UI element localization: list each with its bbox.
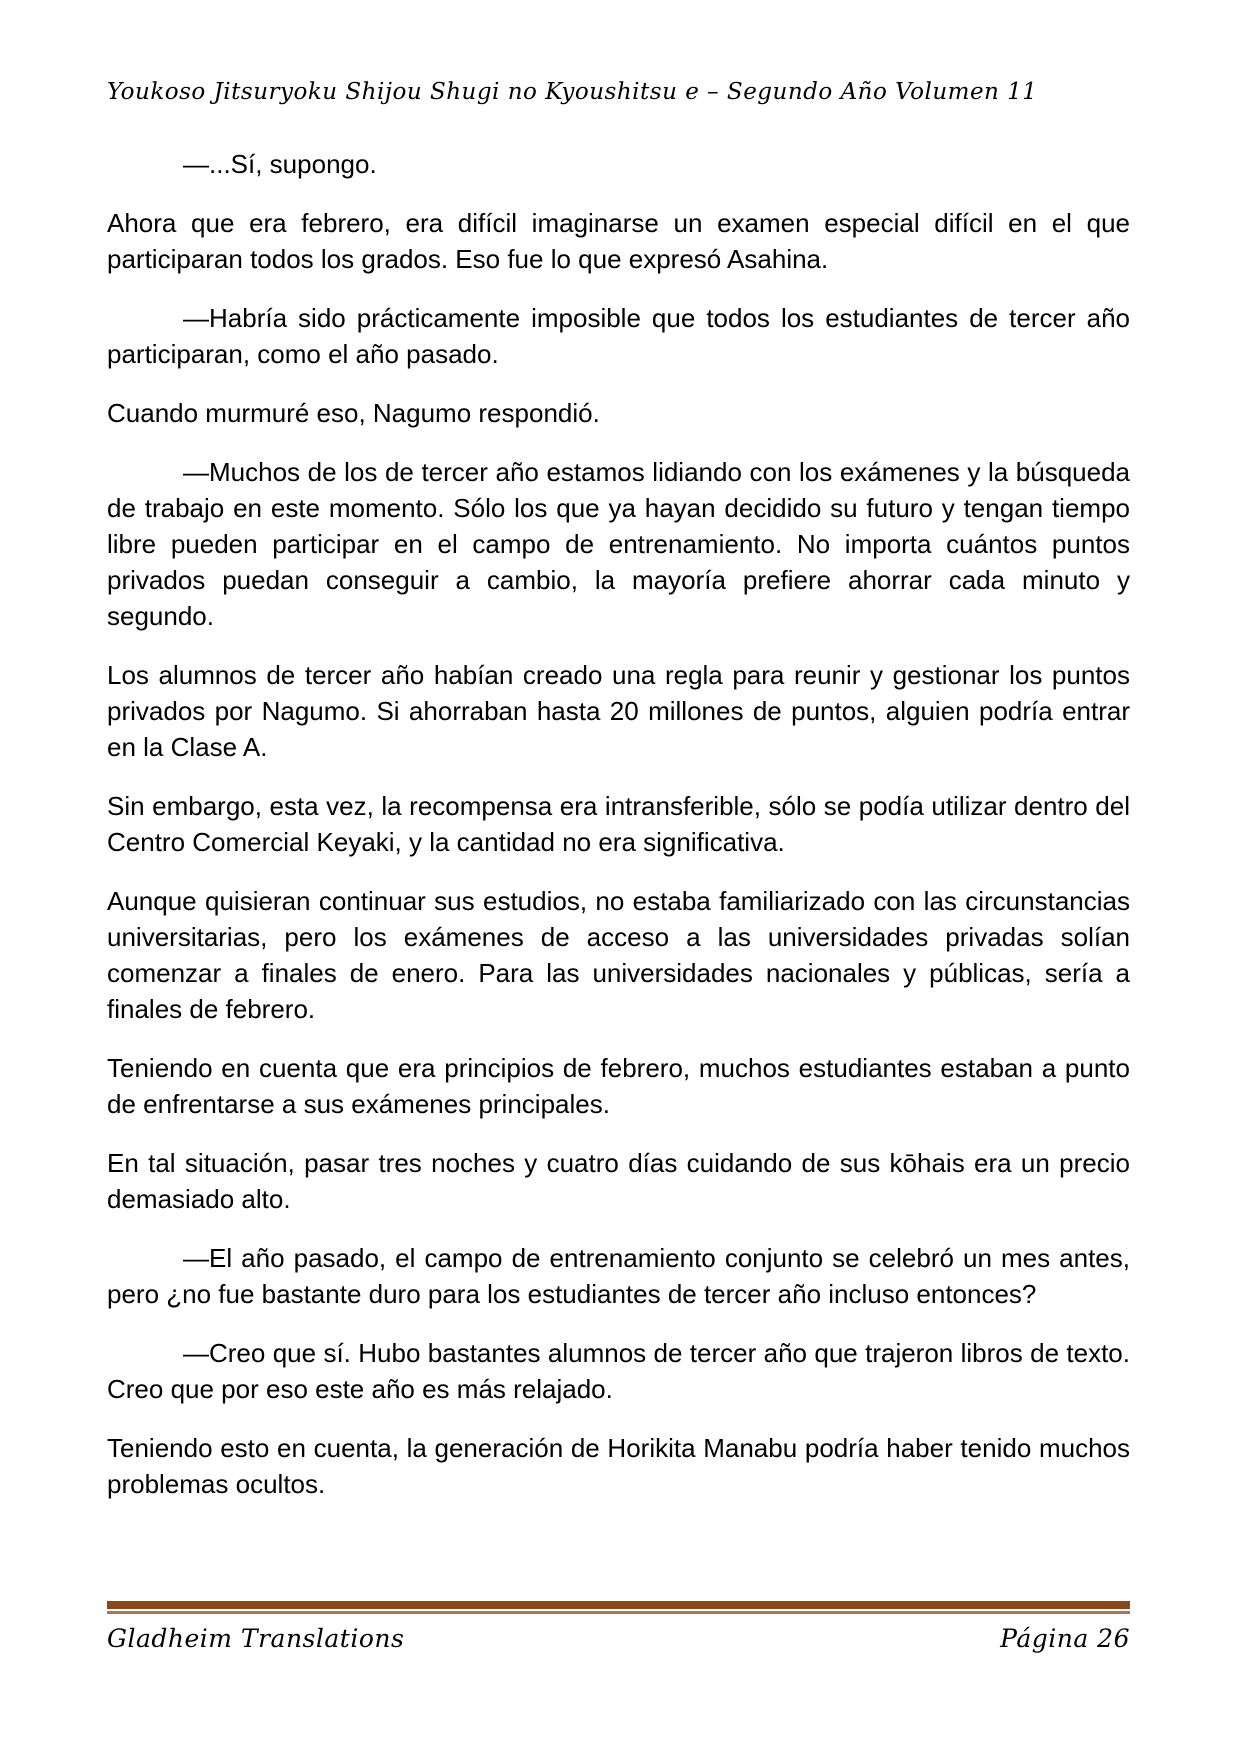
page-footer: [107, 1624, 1130, 1653]
footer-translator-label: Gladheim Translations: [107, 1624, 405, 1653]
paragraph-narration: Cuando murmuré eso, Nagumo respondió.: [107, 398, 600, 428]
paragraph-narration: Teniendo en cuenta que era principios de febrero, muchos estudiantes estaban a punto de enfrentarse a sus exámenes principales.: [107, 1053, 1130, 1119]
paragraph-dialogue: —Creo que sí. Hubo bastantes alumnos de tercer año que trajeron libros de texto. Creo que por eso este año es más relajado.: [107, 1338, 1130, 1404]
paragraph-narration: Ahora que era febrero, era difícil imaginarse un examen especial difícil en el que participaran todos los grados. Eso fue lo que expresó Asahina.: [107, 208, 1130, 274]
paragraph-narration: En tal situación, pasar tres noches y cuatro días cuidando de sus kōhais era un precio demasiado alto.: [107, 1148, 1130, 1214]
footer-page-number: Página 26: [1000, 1624, 1130, 1653]
paragraph-dialogue: —El año pasado, el campo de entrenamiento conjunto se celebró un mes antes, pero ¿no fue bastante duro para los estudiantes de tercer año incluso entonces?: [107, 1243, 1130, 1309]
paragraph-dialogue: —Habría sido prácticamente imposible que todos los estudiantes de tercer año participaran, como el año pasado.: [107, 303, 1130, 369]
body-paragraphs: [107, 146, 1130, 1525]
footer-divider-rule: [107, 1601, 1130, 1614]
paragraph-narration: Los alumnos de tercer año habían creado una regla para reunir y gestionar los puntos privados por Nagumo. Si ahorraban hasta 20 millones de puntos, alguien podría entrar en la Clase A.: [107, 660, 1130, 762]
paragraph-narration: Aunque quisieran continuar sus estudios, no estaba familiarizado con las circunstancias universitarias, pero los exámenes de acceso a las universidades privadas solían comenzar a finales de enero. Para las universidades nacionales y públicas, sería a finales de febrero.: [107, 886, 1130, 1024]
paragraph-narration: Teniendo esto en cuenta, la generación de Horikita Manabu podría haber tenido muchos problemas ocultos.: [107, 1433, 1130, 1499]
paragraph-dialogue: —Muchos de los de tercer año estamos lidiando con los exámenes y la búsqueda de trabajo en este momento. Sólo los que ya hayan decidido su futuro y tengan tiempo libre pueden participar en el campo de entrenamiento. No importa cuántos puntos privados puedan conseguir a cambio, la mayoría prefiere ahorrar cada minuto y segundo.: [107, 457, 1130, 631]
paragraph-dialogue: —...Sí, supongo.: [183, 149, 377, 179]
paragraph-narration: Sin embargo, esta vez, la recompensa era intransferible, sólo se podía utilizar dentro del Centro Comercial Keyaki, y la cantidad no era significativa.: [107, 791, 1130, 857]
page-header-title: Youkoso Jitsuryoku Shijou Shugi no Kyoushitsu e – Segundo Año Volumen 11: [107, 79, 1038, 105]
